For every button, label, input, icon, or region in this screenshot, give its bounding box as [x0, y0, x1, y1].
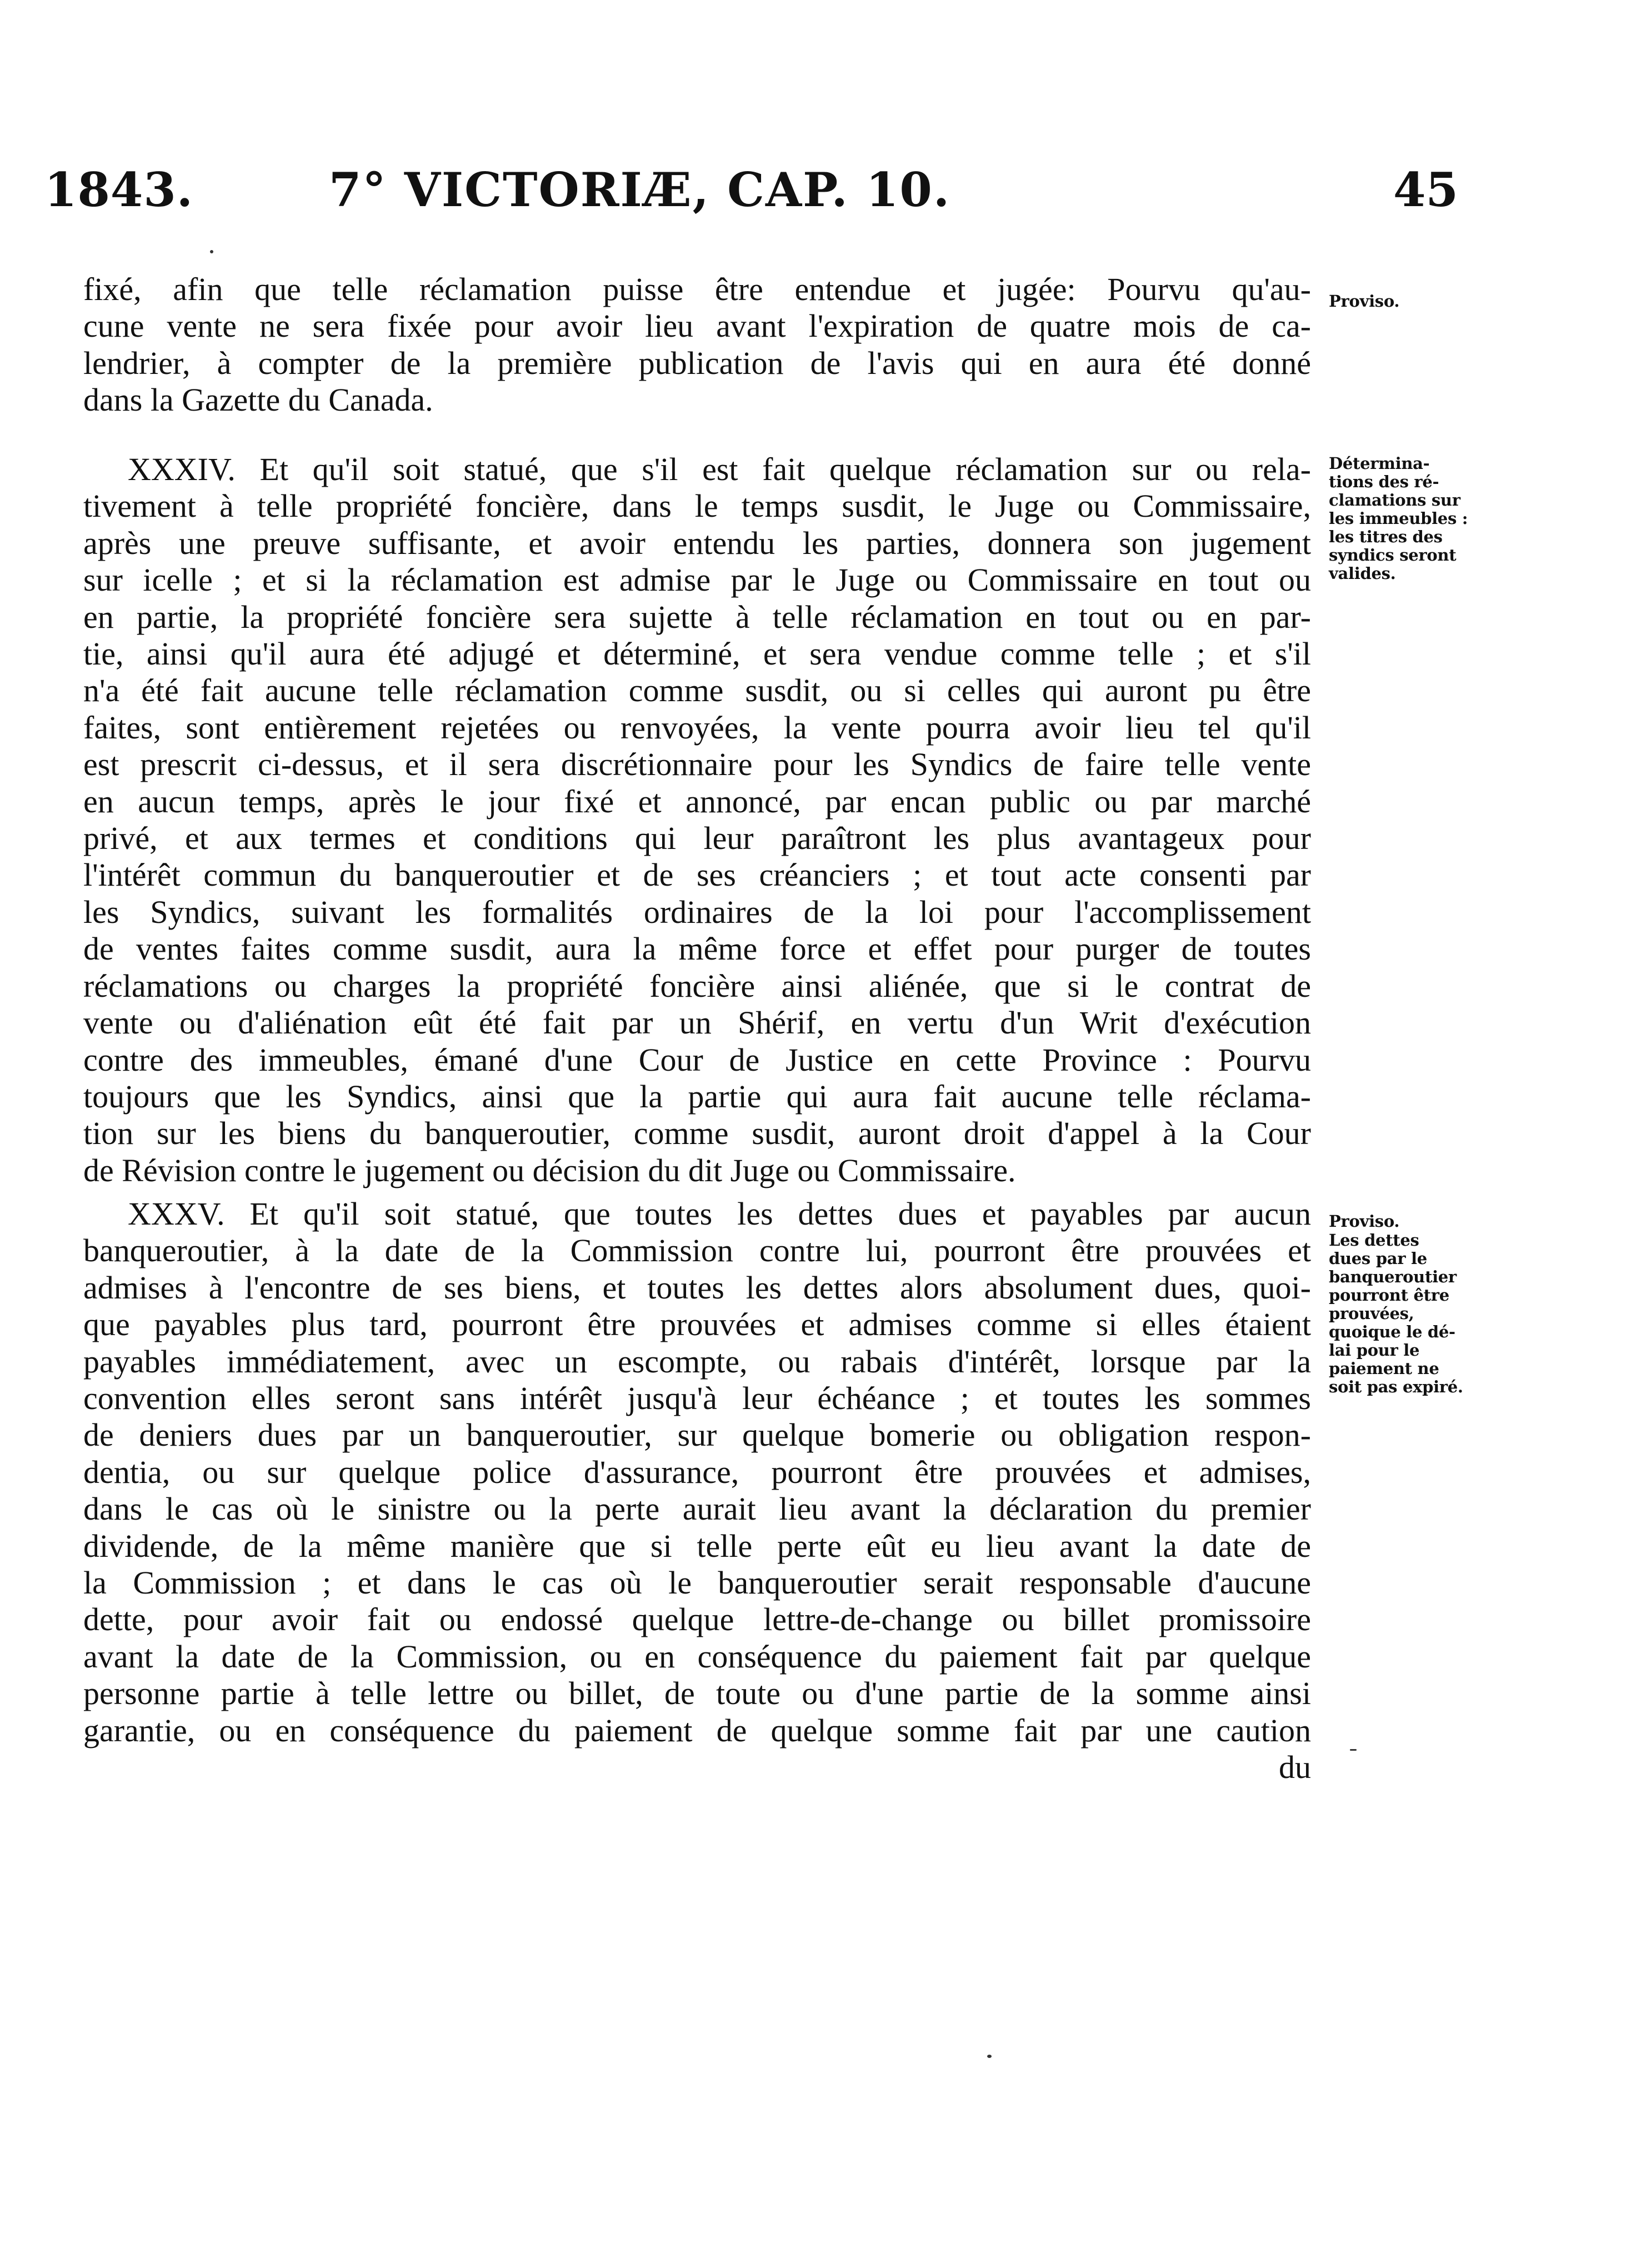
text-line: fixé, afin que telle réclamation puisse être entendue et jugée: Pourvu qu'au- — [83, 271, 1311, 307]
text-line: Et qu'il soit statué, que toutes les dettes dues et payables par aucun — [249, 1196, 1311, 1232]
text-line: tie, ainsi qu'il aura été adjugé et déterminé, et sera vendue comme telle ; et s'il — [83, 636, 1311, 672]
text-line: tion sur les biens du banqueroutier, comme susdit, auront droit d'appel à la Cour — [83, 1115, 1311, 1152]
running-header-title: 7° VICTORIÆ, CAP. 10. — [329, 162, 951, 217]
margin-note-proviso: Proviso. — [1329, 292, 1400, 311]
text-line: garantie, ou en conséquence du paiement de quelque somme fait par une caution — [83, 1712, 1311, 1749]
section-number: XXXV. — [128, 1196, 225, 1232]
paragraph-continuation — [83, 271, 1311, 419]
text-line: banqueroutier, à la date de la Commission contre lui, pourront être prouvées et — [83, 1232, 1311, 1269]
text-line: de deniers dues par un banqueroutier, sur quelque bomerie ou obligation respon- — [83, 1417, 1311, 1453]
text-line: en aucun temps, après le jour fixé et annoncé, par encan public ou par marché — [83, 783, 1311, 820]
margin-note-proviso: Proviso. — [1329, 1212, 1400, 1231]
running-header-year: 1843. — [44, 162, 194, 217]
text-line: Et qu'il soit statué, que s'il est fait quelque réclamation sur ou rela- — [259, 451, 1311, 487]
section-number: XXXIV. — [128, 451, 236, 487]
text-line: dans le cas où le sinistre ou la perte aurait lieu avant la déclaration du premier — [83, 1491, 1311, 1527]
text-line: avant la date de la Commission, ou en conséquence du paiement fait par quelque — [83, 1638, 1311, 1675]
section-xxxv — [83, 1196, 1311, 1786]
text-line: dentia, ou sur quelque police d'assurance, pourront être prouvées et admises, — [83, 1453, 1311, 1490]
text-line: vente ou d'aliénation eût été fait par un Shérif, en vertu d'un Writ d'exécution — [83, 1005, 1311, 1041]
text-line: que payables plus tard, pourront être prouvées et admises comme si elles étaient — [83, 1306, 1311, 1343]
text-line: dans la Gazette du Canada. — [83, 382, 433, 418]
text-line-first — [83, 1196, 1311, 1232]
text-line: toujours que les Syndics, ainsi que la partie qui aura fait aucune telle réclama- — [83, 1078, 1311, 1115]
text-line: l'intérêt commun du banqueroutier et de ses créanciers ; et tout acte consenti par — [83, 857, 1311, 893]
text-line: réclamations ou charges la propriété foncière ainsi aliénée, que si le contrat de — [83, 967, 1311, 1004]
text-line: personne partie à telle lettre ou billet, de toute ou d'une partie de la somme ainsi — [83, 1675, 1311, 1712]
text-line: de Révision contre le jugement ou décision du dit Juge ou Commissaire. — [83, 1152, 1016, 1188]
text-line: après une preuve suffisante, et avoir entendu les parties, donnera son jugement — [83, 524, 1311, 561]
catchword: du — [1279, 1749, 1311, 1786]
text-line: en partie, la propriété foncière sera sujette à telle réclamation en tout ou en par- — [83, 598, 1311, 635]
text-line: lendrier, à compter de la première publication de l'avis qui en aura été donné — [83, 344, 1311, 381]
text-line: convention elles seront sans intérêt jusqu'à leur échéance ; et toutes les sommes — [83, 1380, 1311, 1417]
print-speck — [210, 250, 213, 253]
text-line: contre des immeubles, émané d'une Cour de Justice en cette Province : Pourvu — [83, 1041, 1311, 1078]
text-line: de ventes faites comme susdit, aura la même force et effet pour purger de toutes — [83, 931, 1311, 967]
text-line: est prescrit ci-dessus, et il sera discrétionnaire pour les Syndics de faire telle vente — [83, 746, 1311, 783]
text-line: dette, pour avoir fait ou endossé quelque lettre-de-change ou billet promissoire — [83, 1601, 1311, 1638]
print-speck — [1350, 1749, 1357, 1751]
text-line: la Commission ; et dans le cas où le banqueroutier serait responsable d'aucune — [83, 1565, 1311, 1601]
text-line: tivement à telle propriété foncière, dans le temps susdit, le Juge ou Commissaire, — [83, 488, 1311, 524]
text-line: n'a été fait aucune telle réclamation comme susdit, ou si celles qui auront pu être — [83, 672, 1311, 709]
page-number: 45 — [1393, 162, 1458, 217]
text-line: payables immédiatement, avec un escompte, ou rabais d'intérêt, lorsque par la — [83, 1343, 1311, 1380]
text-line: privé, et aux termes et conditions qui leur paraîtront les plus avantageux pour — [83, 820, 1311, 857]
margin-note-debts: Les dettes dues par le banqueroutier pourront être prouvées, quoique le dé- lai pour le paiement ne soit pas expiré. — [1329, 1231, 1463, 1396]
text-line: faites, sont entièrement rejetées ou renvoyées, la vente pourra avoir lieu tel qu'il — [83, 709, 1311, 746]
text-line: sur icelle ; et si la réclamation est admise par le Juge ou Commissaire en tout ou — [83, 562, 1311, 598]
section-xxxiv — [83, 451, 1311, 1189]
text-line: cune vente ne sera fixée pour avoir lieu avant l'expiration de quatre mois de ca- — [83, 308, 1311, 344]
margin-note-determinations: Détermina- tions des ré- clamations sur les immeubles : les titres des syndics seront valides. — [1329, 454, 1468, 583]
text-line-first — [83, 451, 1311, 488]
text-line: admises à l'encontre de ses biens, et toutes les dettes alors absolument dues, quoi- — [83, 1269, 1311, 1306]
text-line: dividende, de la même manière que si telle perte eût eu lieu avant la date de — [83, 1527, 1311, 1564]
text-line: les Syndics, suivant les formalités ordinaires de la loi pour l'accomplissement — [83, 893, 1311, 930]
print-speck — [987, 2055, 992, 2058]
